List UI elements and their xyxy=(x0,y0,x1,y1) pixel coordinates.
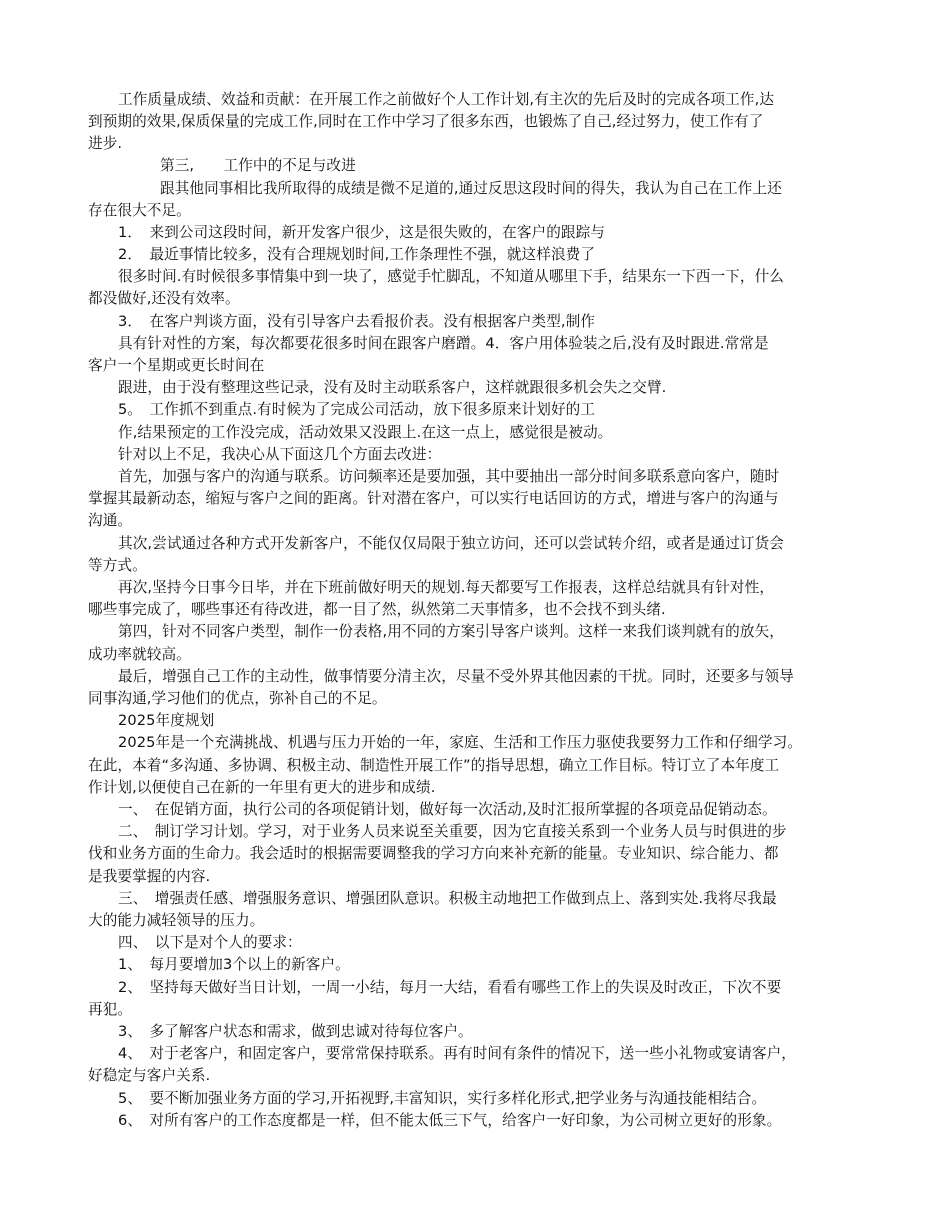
text-line: 跟进，由于没有整理这些记录，没有及时主动联系客户，这样就跟很多机会失之交臂. xyxy=(118,379,667,396)
text-line: 首先，加强与客户的沟通与联系。访问频率还是要加强，其中要抽出一部分时间多联系意向客户，随时 xyxy=(118,468,780,485)
text-line: 都没做好,还没有效率。 xyxy=(88,290,240,307)
list-item: 1、 每月要增加3个以上的新客户。 xyxy=(118,956,350,973)
text-line: 再次,坚持今日事今日毕，并在下班前做好明天的规划.每天都要写工作报表，这样总结就具有针对性， xyxy=(118,579,775,596)
text-line: 其次,尝试通过各种方式开发新客户，不能仅仅局限于独立访问，还可以尝试转介绍，或者是通过订货会 xyxy=(118,535,784,552)
text-line: 客户一个星期或更长时间在 xyxy=(88,357,265,374)
text-line: 伐和业务方面的生命力。我会适时的根据需要调整我的学习方向来补充新的能量。专业知识、综合能力、都 xyxy=(88,845,779,862)
text-line: 作,结果预定的工作没完成，活动效果又没跟上.在这一点上，感觉很是被动。 xyxy=(118,424,613,441)
list-item: 3． 在客户判谈方面，没有引导客户去看报价表。没有根据客户类型,制作 xyxy=(118,313,596,330)
section-heading: 第三, 工作中的不足与改进 xyxy=(160,157,356,174)
text-line: 沟通。 xyxy=(88,512,133,529)
text-line: 大的能力减轻领导的压力。 xyxy=(88,912,265,929)
list-item: 1． 来到公司这段时间，新开发客户很少，这是很失败的，在客户的跟踪与 xyxy=(118,224,605,241)
text-line: 工作质量成绩、效益和贡献：在开展工作之前做好个人工作计划,有主次的先后及时的完成各项工作,达 xyxy=(118,91,775,108)
text-line: 哪些事完成了，哪些事还有待改进，都一目了然，纵然第二天事情多，也不会找不到头绪. xyxy=(88,601,666,618)
list-item: 四、 以下是对个人的要求： xyxy=(118,934,302,951)
text-line: 是我要掌握的内容. xyxy=(88,868,211,885)
list-item: 4、 对于老客户，和固定客户，要常常保持联系。再有时间有条件的情况下，送一些小礼物或宴请客户， xyxy=(118,1045,797,1062)
section-heading: 2025年度规划 xyxy=(118,712,215,729)
text-line: 作计划,以便使自己在新的一年里有更大的进步和成绩. xyxy=(88,779,436,796)
text-line: 具有针对性的方案，每次都要花很多时间在跟客户磨蹭。4．客户用体验装之后,没有及时跟进.常常是 xyxy=(118,335,769,352)
text-line: 成功率就较高。 xyxy=(88,646,191,663)
list-item: 5。 工作抓不到重点.有时候为了完成公司活动，放下很多原来计划好的工 xyxy=(118,401,596,418)
text-line: 第四，针对不同客户类型，制作一份表格,用不同的方案引导客户谈判。这样一来我们谈判就有的放矢， xyxy=(118,623,784,640)
text-line: 很多时间.有时候很多事情集中到一块了，感觉手忙脚乱，不知道从哪里下手，结果东一下西一下，什么 xyxy=(118,268,784,285)
text-line: 进步. xyxy=(88,135,123,152)
text-line: 好稳定与客户关系. xyxy=(88,1067,211,1084)
text-line: 跟其他同事相比我所取得的成绩是微不足道的,通过反思这段时间的得失，我认为自己在工作上还 xyxy=(160,180,782,197)
text-line: 在此，本着“多沟通、多协调、积极主动、制造性开展工作”的指导思想，确立工作目标。特订立了本年度工 xyxy=(88,757,780,774)
text-line: 等方式。 xyxy=(88,557,147,574)
list-item: 3、 多了解客户状态和需求，做到忠诚对待每位客户。 xyxy=(118,1023,473,1040)
list-item: 2、 坚持每天做好当日计划，一周一小结，每月一大结，看看有哪些工作上的失误及时改正，下次不要 xyxy=(118,979,782,996)
list-item: 一、 在促销方面，执行公司的各项促销计划，做好每一次活动,及时汇报所掌握的各项竞品促销动态。 xyxy=(118,801,777,818)
text-line: 针对以上不足，我决心从下面这几个方面去改进： xyxy=(118,446,442,463)
text-line: 到预期的效果,保质保量的完成工作,同时在工作中学习了很多东西，也锻炼了自己,经过努力，使工作有了 xyxy=(88,113,764,130)
list-item: 5、 要不断加强业务方面的学习,开拓视野,丰富知识，实行多样化形式,把学业务与沟通技能相结合。 xyxy=(118,1090,767,1107)
text-line: 存在很大不足。 xyxy=(88,202,191,219)
text-line: 最后，增强自己工作的主动性，做事情要分清主次，尽量不受外界其他因素的干扰。同时，还要多与领导 xyxy=(118,668,794,685)
list-item: 2． 最近事情比较多，没有合理规划时间,工作条理性不强，就这样浪费了 xyxy=(118,246,596,263)
text-line: 同事沟通,学习他们的优点，弥补自己的不足。 xyxy=(88,690,387,707)
list-item: 二、 制订学习计划。学习，对于业务人员来说至关重要，因为它直接关系到一个业务人员与时俱进的步 xyxy=(118,823,787,840)
list-item: 6、 对所有客户的工作态度都是一样，但不能太低三下气，给客户一好印象，为公司树立更好的形象。 xyxy=(118,1112,782,1129)
text-line: 掌握其最新动态，缩短与客户之间的距离。针对潜在客户，可以实行电话回访的方式，增进与客户的沟通与 xyxy=(88,490,779,507)
list-item: 三、 增强责任感、增强服务意识、增强团队意识。积极主动地把工作做到点上、落到实处.我将尽我最 xyxy=(118,890,777,907)
text-line: 2025年是一个充满挑战、机遇与压力开始的一年，家庭、生活和工作压力驱使我要努力工作和仔细学习。 xyxy=(118,734,803,751)
text-line: 再犯。 xyxy=(88,1001,133,1018)
